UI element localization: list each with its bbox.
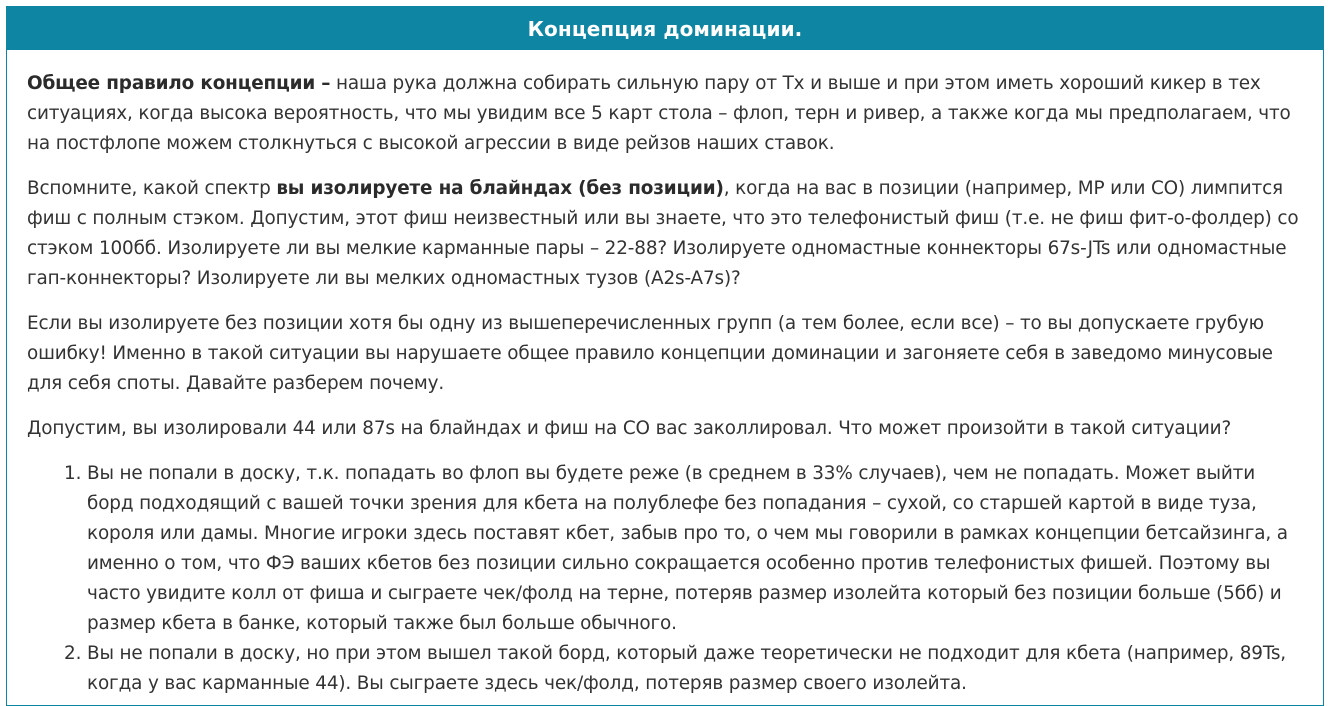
mistake-text: Если вы изолируете без позиции хотя бы одну из вышеперечисленных групп (а тем более, если все) – то вы допускаете грубую ошибку! Именно в такой ситуации вы нарушаете общее правило концепции доминации и загоняете себя в заведомо минусовые для себя споты. Давайте разберем почему.	[27, 313, 1273, 394]
remember-text-before: Вспомните, какой спектр	[27, 178, 277, 199]
scenario-text: Допустим, вы изолировали 44 или 87s на блайндах и фиш на СО вас заколлировал. Что может произойти в такой ситуации?	[27, 418, 1232, 439]
section-header	[7, 7, 1323, 50]
list-item: 2. Вы не попали в доску, но при этом вышел такой борд, который даже теоретически не подходит для кбета (например, 89Ts, когда у вас карманные 44). Вы сыграете здесь чек/фолд, потеряв размер своего изолейта.	[87, 639, 1307, 699]
section-title: Концепция доминации.	[527, 16, 803, 41]
article-frame	[6, 6, 1324, 706]
article-content	[7, 50, 1323, 699]
paragraph-remember	[27, 174, 1307, 294]
paragraph-scenario	[27, 414, 1307, 444]
bold-general-rule: Общее правило концепции –	[27, 73, 331, 94]
list-item: 1. Вы не попали в доску, т.к. попадать во флоп вы будете реже (в среднем в 33% случаев), чем не попадать. Может выйти борд подходящий с вашей точки зрения для кбета на полублефе без попадания – сухой, со старшей картой в виде туза, короля или дамы. Многие игроки здесь поставят кбет, забыв про то, о чем мы говорили в рамках концепции бетсайзинга, а именно о том, что ФЭ ваших кбетов без позиции сильно сокращается особенно против телефонистых фишей. Поэтому вы часто увидите колл от фиша и сыграете чек/фолд на терне, потеряв размер изолейта который без позиции больше (5бб) и размер кбета в банке, который также был больше обычного.	[87, 459, 1307, 639]
bold-isolate-blinds: вы изолируете на блайндах (без позиции)	[276, 178, 724, 199]
general-rule-text: наша рука должна собирать сильную пару от Tx и выше и при этом иметь хороший кикер в тех ситуациях, когда высока вероятность, что мы увидим все 5 карт стола – флоп, терн и ривер, а также когда мы предполагаем, что на постфлопе можем столкнуться с высокой агрессии в виде рейзов наших ставок.	[27, 73, 1291, 154]
outcomes-list	[27, 459, 1307, 699]
paragraph-mistake	[27, 309, 1307, 399]
remember-text-after: , когда на вас в позиции (например, МР или СО) лимпится фиш с полным стэком. Допустим, этот фиш неизвестный или вы знаете, что это телефонистый фиш (т.е. не фиш фит-о-фолдер) со стэком 100бб. Изолируете ли вы мелкие карманные пары – 22-88? Изолируете одномастные коннекторы 67s-JTs или одномастные гап-коннекторы? Изолируете ли вы мелких одномастных тузов (A2s-A7s)?	[27, 178, 1299, 289]
paragraph-general-rule	[27, 69, 1307, 159]
